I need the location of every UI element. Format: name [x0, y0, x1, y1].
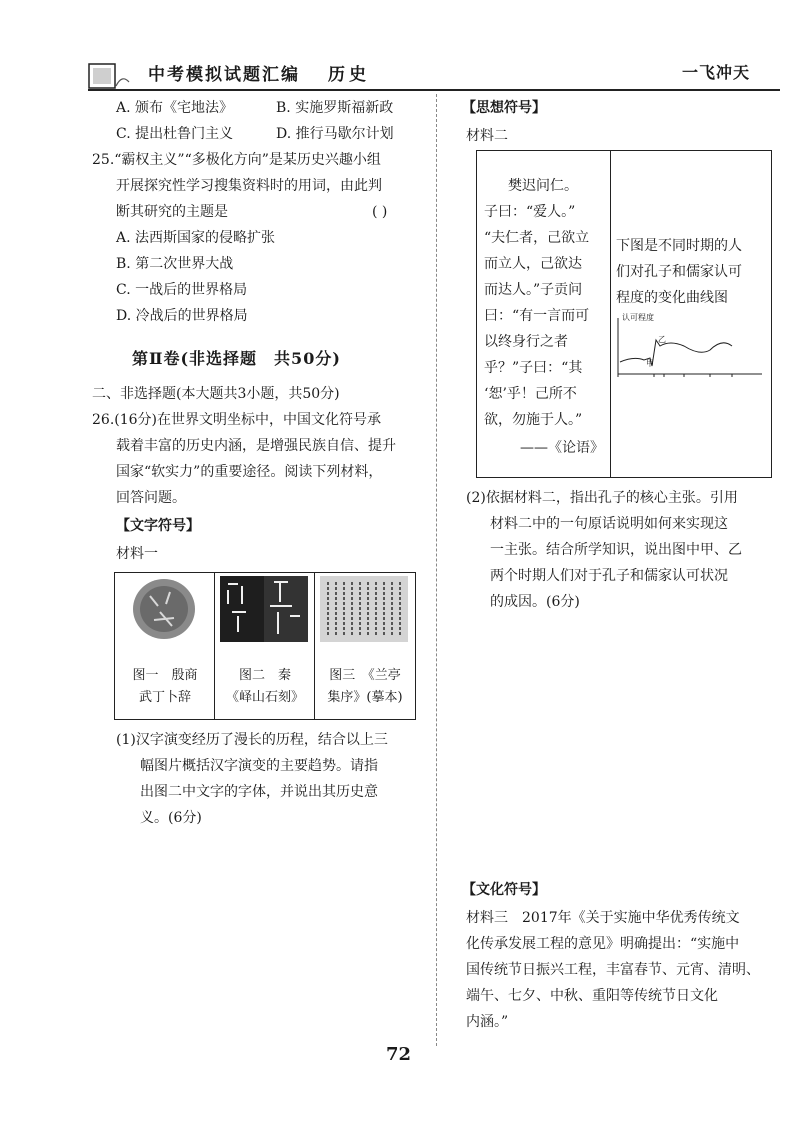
q25-stem-line3: 断其研究的主题是 — [116, 204, 228, 220]
q25-option-d: D. 冷战后的世界格局 — [116, 308, 248, 324]
fig3-caption-line1: 图三 《兰亭 — [329, 668, 401, 683]
material3-line4: 端午、七夕、中秋、重阳等传统节日文化 — [466, 988, 718, 1004]
fig1-caption-line2: 武丁卜辞 — [138, 690, 191, 705]
chart-caption-line: 下图是不同时期的人 — [616, 238, 742, 254]
header-title: 中考模拟试题汇编 — [148, 65, 300, 85]
q26-sub1-line1: (1)汉字演变经历了漫长的历程，结合以上三 — [116, 732, 388, 748]
material3-line5: 内涵。” — [466, 1014, 509, 1030]
lunyu-quote-line: 而立人，己欲达 — [484, 256, 582, 272]
chart-point-label-yi: 乙 — [658, 335, 666, 344]
q26-sub1-line4: 义。(6分) — [140, 810, 202, 826]
chart-y-axis-label: 认可程度 — [622, 313, 654, 322]
header-rule — [88, 89, 780, 91]
q25-stem-line2: 开展探究性学习搜集资料时的用词，由此判 — [116, 178, 382, 194]
lunyu-quote-line: 子曰：“爱人。” — [484, 204, 576, 220]
q24-option-b: B. 实施罗斯福新政 — [276, 100, 394, 116]
q26-sub2-line3: 一主张。结合所学知识，说出图中甲、乙 — [490, 542, 742, 558]
calligraphy-image — [320, 576, 408, 642]
thought-symbol-heading: 【思想符号】 — [462, 100, 546, 116]
q26-sub2-line4: 两个时期人们对于孔子和儒家认可状况 — [490, 568, 728, 584]
q26-sub2-line5: 的成因。(6分) — [490, 594, 580, 610]
material2-label: 材料二 — [466, 128, 508, 144]
q24-option-c: C. 提出杜鲁门主义 — [116, 126, 234, 142]
lunyu-quote-line: ‘恕’乎！己所不 — [484, 386, 577, 402]
material3-line2: 化传承发展工程的意见》明确提出：“实施中 — [466, 936, 740, 952]
oracle-bone-image — [130, 576, 198, 642]
q25-answer-bracket: ( ) — [372, 204, 388, 220]
lunyu-quote-line: 乎？”子曰：“其 — [484, 360, 583, 376]
column-divider — [436, 94, 437, 1046]
section-ii-title: 第Ⅱ卷(非选择题 共50分) — [132, 349, 341, 368]
q26-stem-line3: 国家“软实力”的重要途径。阅读下列材料， — [116, 464, 383, 480]
book-logo-icon — [88, 60, 130, 90]
q25-option-a: A. 法西斯国家的侵略扩张 — [116, 230, 276, 246]
lunyu-quote-source: ——《论语》 — [520, 440, 604, 456]
q26-stem-line4: 回答问题。 — [116, 490, 186, 506]
material3-line1: 材料三 2017年《关于实施中华优秀传统文 — [466, 910, 740, 926]
material1-label: 材料一 — [116, 546, 158, 562]
chart-caption-line: 们对孔子和儒家认可 — [616, 264, 742, 280]
q25-stem-line1: 25.“霸权主义”“多极化方向”是某历史兴趣小组 — [92, 152, 381, 168]
chart-caption-line: 程度的变化曲线图 — [616, 290, 728, 306]
figure-divider — [314, 572, 315, 719]
lunyu-quote-line: 樊迟问仁。 — [508, 178, 578, 194]
q26-sub2-line1: (2)依据材料二，指出孔子的核心主张。引用 — [466, 490, 738, 506]
q26-sub1-line3: 出图二中文字的字体，并说出其历史意 — [140, 784, 378, 800]
page-number: 72 — [386, 1044, 412, 1065]
q25-option-c: C. 一战后的世界格局 — [116, 282, 248, 298]
chart-point-label-jia: 甲 — [646, 359, 654, 368]
fig2-caption-line2: 《峄山石刻》 — [225, 690, 304, 705]
fig3-caption-line2: 集序》(摹本) — [327, 690, 403, 705]
lunyu-quote-line: “夫仁者，己欲立 — [484, 230, 590, 246]
stone-inscription-image — [220, 576, 308, 642]
lunyu-quote-line: 曰：“有一言而可 — [484, 308, 590, 324]
q26-sub2-line2: 材料二中的一句原话说明如何来实现这 — [490, 516, 728, 532]
header-slogan: 一飞冲天 — [682, 63, 751, 82]
section-ii-heading: 二、非选择题(本大题共3小题，共50分) — [92, 386, 340, 402]
q26-stem-line1: 26.(16分)在世界文明坐标中，中国文化符号承 — [92, 412, 382, 428]
lunyu-quote-line: 欲，勿施于人。” — [484, 412, 583, 428]
q26-sub1-line2: 幅图片概括汉字演变的主要趋势。请指 — [140, 758, 378, 774]
recognition-curve-chart — [614, 316, 766, 380]
fig2-caption-line1: 图二 秦 — [238, 668, 291, 683]
q26-stem-line2: 载着丰富的历史内涵，是增强民族自信、提升 — [116, 438, 396, 454]
lunyu-quote-line: 而达人。”子贡问 — [484, 282, 583, 298]
figure-divider — [214, 572, 215, 719]
text-symbol-heading: 【文字符号】 — [116, 518, 200, 534]
q25-option-b: B. 第二次世界大战 — [116, 256, 234, 272]
fig1-caption-line1: 图一 殷商 — [132, 668, 198, 683]
q24-option-a: A. 颁布《宅地法》 — [116, 100, 234, 116]
header-subject: 历史 — [328, 65, 370, 85]
material3-line3: 国传统节日振兴工程，丰富春节、元宵、清明、 — [466, 962, 760, 978]
q24-option-d: D. 推行马歇尔计划 — [276, 126, 394, 142]
lunyu-quote-line: 以终身行之者 — [484, 334, 568, 350]
culture-symbol-heading: 【文化符号】 — [462, 882, 546, 898]
material2-divider — [610, 150, 611, 477]
